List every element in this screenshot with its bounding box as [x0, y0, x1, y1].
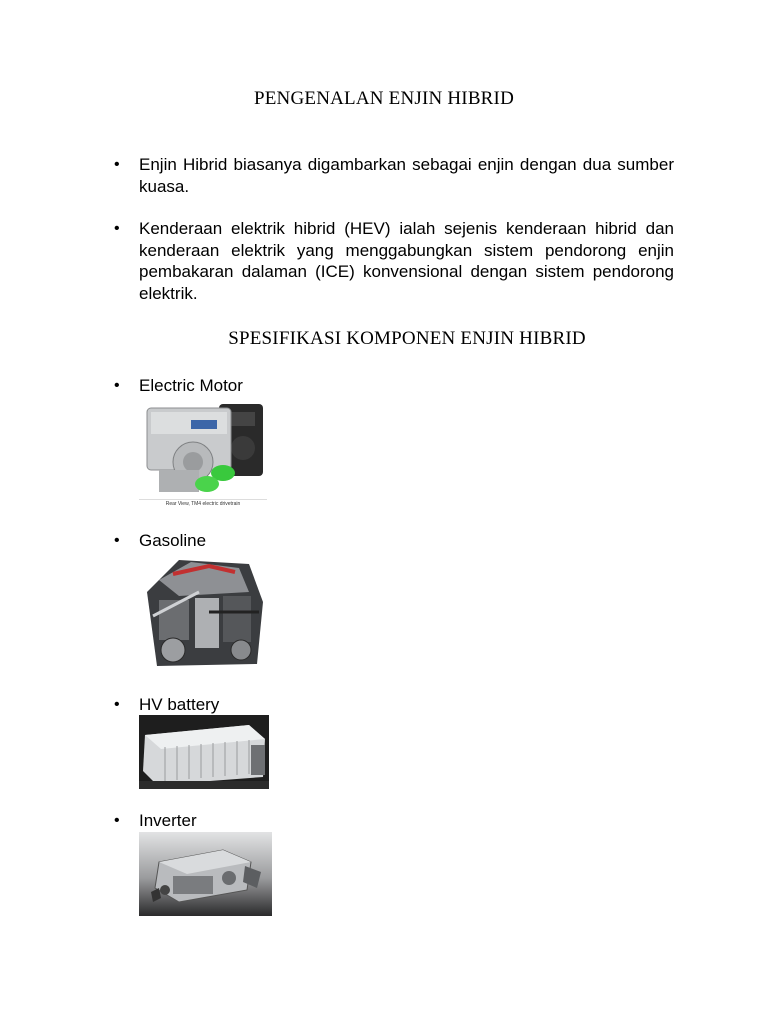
intro-point-2: Kenderaan elektrik hibrid (HEV) ialah sejenis kenderaan hibrid dan kenderaan elektrik yang menggabungkan sistem pendorong enjin pembakaran dalaman (ICE) konvensional dengan sistem pendorong elektrik. — [139, 219, 674, 303]
heading-specs: SPESIFIKASI KOMPONEN ENJIN HIBRID — [228, 328, 586, 349]
component-label-hv-battery: HV battery — [139, 695, 220, 714]
bullet-marker: • — [114, 220, 120, 237]
intro-point-1: Enjin Hibrid biasanya digambarkan sebagai enjin dengan dua sumber kuasa. — [139, 155, 674, 196]
bullet-marker: • — [114, 156, 120, 173]
hv-battery-photo — [139, 715, 269, 789]
heading-intro: PENGENALAN ENJIN HIBRID — [253, 88, 515, 109]
component-label-inverter: Inverter — [139, 811, 197, 830]
component-label-electric-motor: Electric Motor — [139, 376, 243, 395]
electric-motor-photo — [139, 398, 267, 508]
gasoline-engine-photo — [139, 552, 269, 672]
bullet-marker: • — [114, 812, 120, 829]
bullet-marker: • — [114, 532, 120, 549]
component-label-gasoline: Gasoline — [139, 531, 207, 550]
electric-motor-caption: Rear View, TM4 electric drivetrain — [165, 501, 241, 507]
inverter-photo — [139, 832, 272, 916]
bullet-marker: • — [114, 377, 120, 394]
bullet-marker: • — [114, 696, 120, 713]
